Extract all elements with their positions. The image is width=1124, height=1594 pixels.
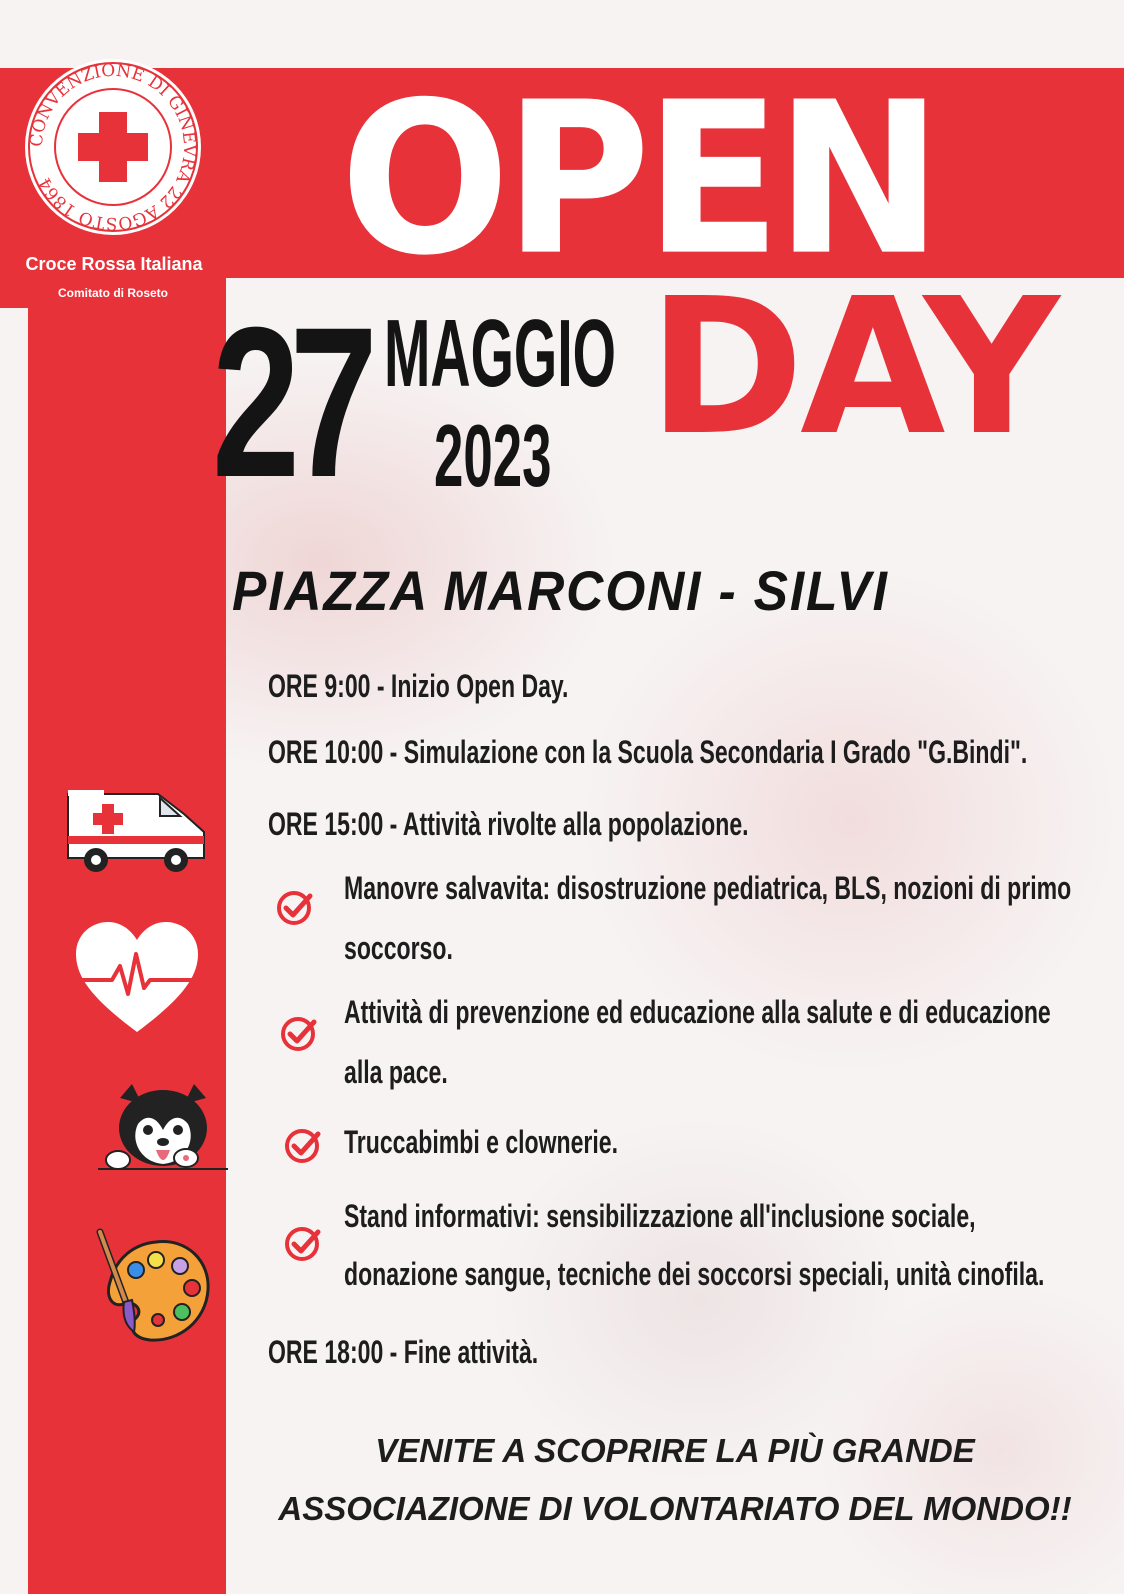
date-month: MAGGIO [384, 300, 616, 407]
headline-day: DAY [648, 258, 1056, 477]
headline-open: OPEN [340, 57, 937, 303]
red-cross-logo [22, 56, 204, 238]
activity-line: donazione sangue, tecniche dei soccorsi speciali, unità cinofila. [344, 1256, 1045, 1292]
org-committee: Comitato di Roseto [58, 286, 168, 300]
footer-line-1: VENITE A SCOPRIRE LA PIÙ GRANDE [375, 1432, 975, 1469]
check-circle-icon [284, 1224, 324, 1264]
activity-line: Truccabimbi e clownerie. [344, 1124, 619, 1160]
activity-line: Stand informativi: sensibilizzazione all'inclusione sociale, [344, 1198, 976, 1234]
schedule-item: ORE 9:00 - Inizio Open Day. [268, 668, 569, 704]
closing-time: ORE 18:00 - Fine attività. [268, 1334, 539, 1370]
check-circle-icon [284, 1126, 324, 1166]
activity-line: Attività di prevenzione ed educazione alla salute e di educazione [344, 994, 1051, 1030]
location: PIAZZA MARCONI - SILVI [232, 559, 889, 622]
check-circle-icon [280, 1014, 320, 1054]
date-day: 27 [212, 283, 368, 522]
schedule-item: ORE 10:00 - Simulazione con la Scuola Secondaria I Grado "G.Bindi". [268, 734, 1028, 770]
activity-line: soccorso. [344, 930, 453, 966]
husky-dog-icon [98, 1084, 228, 1174]
ambulance-icon [64, 784, 208, 876]
activity-line: alla pace. [344, 1054, 448, 1090]
heart-pulse-icon [74, 920, 200, 1036]
logo-ring-text: CONVENZIONE DI GINEVRA 22 AGOSTO 1864 [26, 60, 200, 234]
schedule-item: ORE 15:00 - Attività rivolte alla popolazione. [268, 806, 749, 842]
footer-line-2: ASSOCIAZIONE DI VOLONTARIATO DEL MONDO!! [278, 1490, 1072, 1527]
date-year: 2023 [434, 406, 552, 505]
org-name: Croce Rossa Italiana [25, 254, 203, 274]
check-circle-icon [276, 888, 316, 928]
paint-palette-icon [96, 1228, 212, 1346]
activity-line: Manovre salvavita: disostruzione pediatrica, BLS, nozioni di primo [344, 870, 1072, 906]
